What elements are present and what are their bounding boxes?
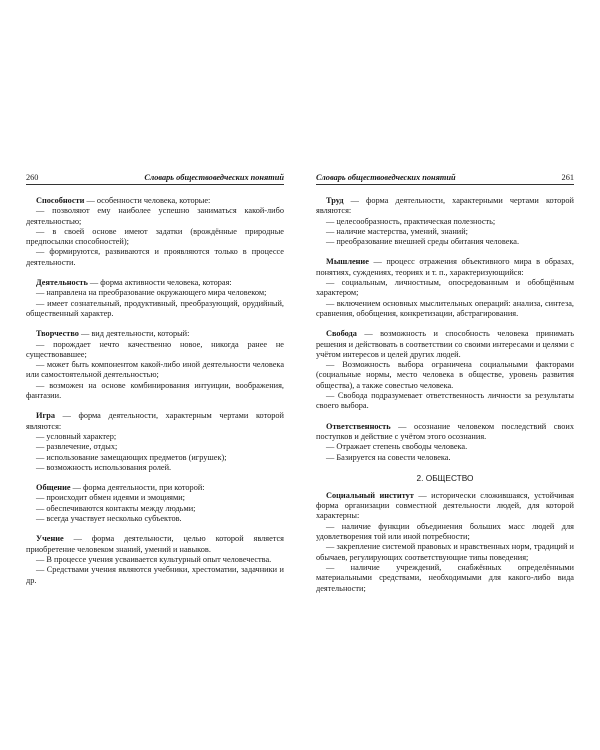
- entry-item: — использование замещающих предметов (игрушек);: [36, 452, 227, 462]
- entry-item: — преобразование внешней среды обитания человека.: [326, 237, 520, 247]
- left-page-header: [26, 173, 284, 185]
- entry-item: — Свобода подразумевает ответственность личности за результаты своего выбора.: [316, 391, 574, 411]
- dictionary-entry: [316, 196, 574, 247]
- entry-item: — Отражает степень свободы человека.: [326, 442, 468, 452]
- entry-definition-text: — вид деятельности, который:: [78, 329, 190, 339]
- entry-definition-text: — процесс отражения объективного мира в образах, понятиях, суждениях, теориях и т. п., характеризующийся:: [316, 257, 574, 277]
- entry-item: — Возможность выбора ограничена социальными факторами (социальные нормы, место человека в обществе, уровень развития общества), а также совестью человека.: [316, 360, 574, 390]
- entry-item: — закрепление системой правовых и нравственных норм, традиций и обычаев, регулирующих соответствующие типы поведения;: [316, 542, 574, 562]
- left-entries: [26, 196, 284, 586]
- entry-item: — формируются, развиваются и проявляются только в процессе деятельности.: [26, 247, 284, 267]
- entry-definition-text: — форма деятельности, характерным чертами которой являются:: [26, 411, 284, 431]
- dictionary-entry: [26, 411, 284, 473]
- entry-term: Мышление: [326, 257, 369, 267]
- entry-definition-text: — форма деятельности, характерными чертами которой являются:: [316, 196, 574, 216]
- entry-item: — наличие мастерства, умений, знаний;: [326, 226, 468, 236]
- dictionary-entry: [26, 196, 284, 268]
- entry-term: Свобода: [326, 329, 357, 339]
- entry-item: — порождает нечто качественно новое, никогда ранее не существовавшее;: [26, 339, 284, 359]
- entry-definition: [316, 196, 574, 217]
- dictionary-entry: [26, 534, 284, 585]
- entry-term: Учение: [36, 534, 64, 544]
- dictionary-entry: [26, 483, 284, 524]
- entry-definition-text: — форма деятельности, целью которой является приобретение человеком знаний, умений и навыков.: [26, 534, 284, 554]
- dictionary-entry: [316, 329, 574, 411]
- entry-term: Способности: [36, 196, 85, 205]
- entry-term: Деятельность: [36, 278, 88, 288]
- dictionary-entry: [26, 329, 284, 401]
- entry-definition: [26, 534, 284, 555]
- entry-definition: [316, 422, 574, 443]
- entry-item: — всегда участвует несколько субъектов.: [36, 514, 182, 524]
- entry-item: — целесообразность, практическая полезность;: [326, 216, 496, 226]
- entry-item: — позволяют ему наиболее успешно заниматься какой-либо деятельностью;: [26, 206, 284, 226]
- entry-item: — может быть компонентом какой-либо иной деятельности человека или самостоятельной деятельностью;: [26, 360, 284, 380]
- entry-item: — наличие функции объединения больших масс людей для удовлетворения той или иной потребности;: [316, 521, 574, 542]
- entry-definition-text: — особенности человека, которые:: [84, 196, 211, 205]
- entry-item: — имеет сознательный, продуктивный, преобразующий, орудийный, общественный характер.: [26, 298, 284, 318]
- entry-definition: [26, 411, 284, 432]
- dictionary-entry: [316, 422, 574, 463]
- entry-definition: [26, 483, 284, 493]
- entry-item: — условный характер;: [36, 431, 117, 441]
- entry-item: — в своей основе имеют задатки (врождённые природные предпосылки способностей);: [26, 226, 284, 247]
- entry-item: — обеспечиваются контакты между людьми;: [36, 503, 196, 513]
- left-running-title: Словарь обществоведческих понятий: [144, 173, 284, 182]
- entry-item: — социальным, личностным, опосредованным и обобщённым характером;: [316, 278, 574, 298]
- entry-item: — Средствами учения являются учебники, хрестоматии, задачники и др.: [26, 565, 284, 585]
- entry-term: Ответственность: [326, 421, 391, 431]
- entry-definition: [316, 491, 574, 522]
- entry-item: — направлена на преобразование окружающего мира человеком;: [36, 288, 267, 298]
- entry-term: Общение: [36, 483, 71, 493]
- entry-item: — включением основных мыслительных операций: анализа, синтеза, сравнения, обобщения, конкретизации, абстрагирования.: [316, 298, 574, 318]
- entry-definition: [316, 257, 574, 278]
- right-page-number: 261: [561, 173, 574, 182]
- entry-definition: [316, 329, 574, 360]
- entry-definition-text: — форма активности человека, которая:: [87, 278, 232, 288]
- dictionary-entry: [26, 278, 284, 319]
- entry-definition: [26, 196, 284, 206]
- entry-item: — развлечение, отдых;: [36, 442, 118, 452]
- entry-item: — Базируется на совести человека.: [326, 452, 451, 462]
- entry-item: — возможен на основе комбинирования интуиции, воображения, фантазии.: [26, 380, 284, 401]
- entry-item: — наличие учреждений, снабжённых определёнными материальными средствами, необходимыми для какого-либо вида деятельности;: [316, 562, 574, 593]
- right-running-title: Словарь обществоведческих понятий: [316, 173, 456, 182]
- entry-definition-text: — исторически сложившаяся, устойчивая форма организации совместной деятельности людей, для которой характерны:: [316, 490, 574, 521]
- dictionary-entry: [316, 257, 574, 319]
- section-heading: 2. ОБЩЕСТВО: [416, 472, 474, 483]
- right-section-entries: [316, 491, 574, 594]
- entry-term: Труд: [326, 196, 344, 205]
- entry-item: — возможность использования ролей.: [36, 462, 172, 472]
- right-page-header: [316, 173, 574, 185]
- left-page-number: 260: [26, 173, 39, 182]
- entry-definition-text: — осознание человеком последствий своих поступков и действие с учётом этого осознания.: [316, 421, 574, 441]
- entry-definition: [26, 278, 284, 288]
- entry-item: — происходит обмен идеями и эмоциями;: [36, 493, 185, 503]
- entry-definition: [26, 329, 284, 339]
- right-page: [316, 173, 574, 604]
- entry-item: — В процессе учения усваивается культурный опыт человечества.: [36, 554, 272, 564]
- dictionary-entry: [316, 491, 574, 594]
- left-page: [26, 173, 284, 596]
- entry-definition-text: — возможность и способность человека принимать решения и действовать в соответствии со своими интересами и целями с учётом интересов и целей других людей.: [316, 329, 574, 359]
- entry-term: Социальный институт: [326, 490, 414, 500]
- entry-term: Творчество: [36, 329, 79, 339]
- right-entries: [316, 196, 574, 463]
- entry-term: Игра: [36, 411, 55, 421]
- entry-definition-text: — форма деятельности, при которой:: [70, 483, 205, 493]
